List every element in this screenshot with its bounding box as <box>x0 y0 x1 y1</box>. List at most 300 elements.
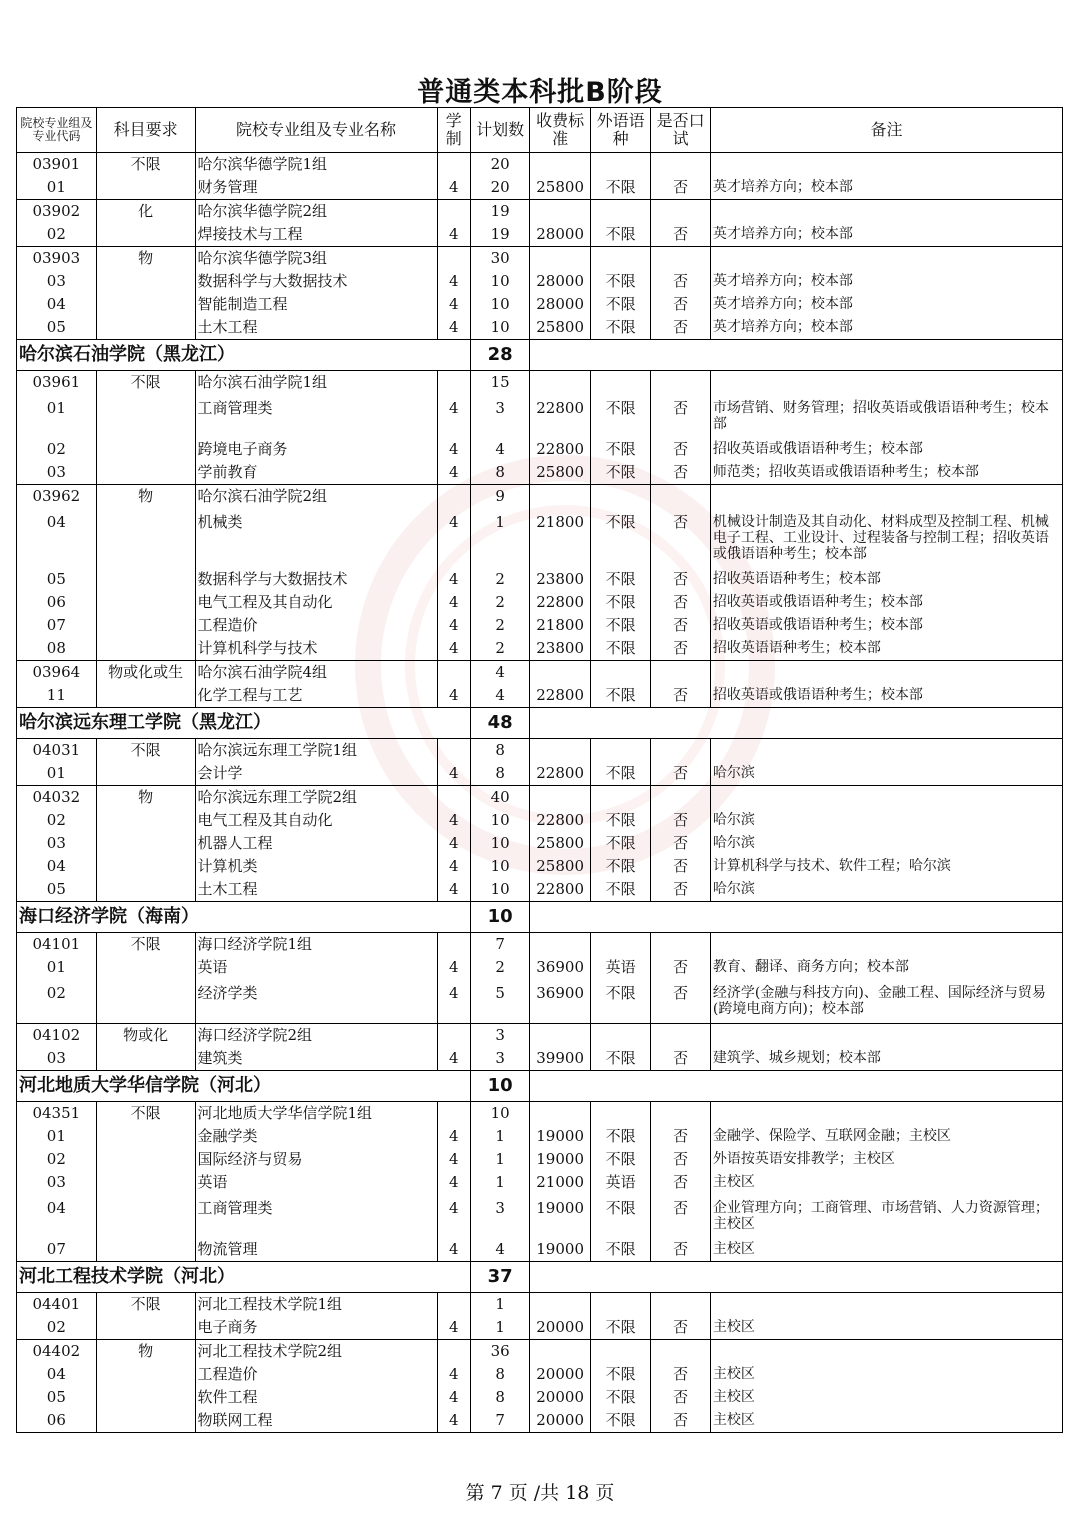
school-empty <box>530 708 1063 739</box>
plan-cell: 20 <box>470 176 530 200</box>
name-cell: 电气工程及其自动化 <box>195 809 437 832</box>
fee-cell <box>530 661 591 685</box>
code-cell: 04 <box>17 855 97 878</box>
code-cell: 03961 <box>17 371 97 395</box>
code-cell: 03 <box>17 1171 97 1194</box>
note-cell: 主校区 <box>710 1409 1062 1433</box>
code-cell: 03 <box>17 270 97 293</box>
major-row <box>17 878 1063 902</box>
name-cell: 物联网工程 <box>195 1409 437 1433</box>
note-cell <box>710 200 1062 224</box>
oral-cell <box>651 1102 711 1126</box>
years-cell: 4 <box>437 684 470 708</box>
subject-cell <box>96 614 195 637</box>
note-cell: 招收英语语种考生；校本部 <box>710 637 1062 661</box>
years-cell: 4 <box>437 832 470 855</box>
note-cell: 机械设计制造及其自动化、材料成型及控制工程、机械电子工程、工业设计、过程装备与控制工程；招收英语或俄语语种考生；校本部 <box>710 508 1062 568</box>
name-cell: 智能制造工程 <box>195 293 437 316</box>
code-cell: 04 <box>17 1363 97 1386</box>
plan-cell: 10 <box>470 832 530 855</box>
note-cell: 主校区 <box>710 1171 1062 1194</box>
lang-cell: 不限 <box>590 1148 651 1171</box>
school-row <box>17 902 1063 933</box>
years-cell: 4 <box>437 956 470 979</box>
school-spacer <box>437 1262 470 1293</box>
plan-cell: 15 <box>470 371 530 395</box>
years-cell: 4 <box>437 270 470 293</box>
plan-cell: 1 <box>470 1316 530 1340</box>
major-row <box>17 316 1063 340</box>
oral-cell <box>651 371 711 395</box>
subject-cell <box>96 394 195 438</box>
note-cell: 主校区 <box>710 1238 1062 1262</box>
major-row <box>17 1171 1063 1194</box>
years-cell: 4 <box>437 461 470 485</box>
fee-cell <box>530 933 591 957</box>
name-cell: 工程造价 <box>195 614 437 637</box>
note-cell: 招收英语或俄语语种考生；校本部 <box>710 438 1062 461</box>
header-note: 备注 <box>710 108 1062 153</box>
name-cell: 跨境电子商务 <box>195 438 437 461</box>
school-name: 海口经济学院（海南） <box>17 902 438 933</box>
school-plan-total: 28 <box>470 340 530 371</box>
fee-cell: 25800 <box>530 832 591 855</box>
code-cell: 05 <box>17 1386 97 1409</box>
years-cell: 4 <box>437 855 470 878</box>
years-cell: 4 <box>437 293 470 316</box>
name-cell: 学前教育 <box>195 461 437 485</box>
years-cell: 4 <box>437 1238 470 1262</box>
header-plan: 计划数 <box>470 108 530 153</box>
subject-cell: 不限 <box>96 1293 195 1317</box>
oral-cell: 否 <box>651 956 711 979</box>
plan-cell: 9 <box>470 485 530 509</box>
group-row <box>17 1340 1063 1364</box>
lang-cell: 不限 <box>590 316 651 340</box>
lang-cell <box>590 739 651 763</box>
subject-cell: 化 <box>96 200 195 224</box>
code-cell: 04 <box>17 1194 97 1238</box>
note-cell: 英才培养方向；校本部 <box>710 293 1062 316</box>
subject-cell: 物 <box>96 786 195 810</box>
plan-cell: 8 <box>470 1386 530 1409</box>
plan-cell: 4 <box>470 438 530 461</box>
subject-cell <box>96 1363 195 1386</box>
major-row <box>17 1386 1063 1409</box>
note-cell <box>710 1340 1062 1364</box>
code-cell: 06 <box>17 591 97 614</box>
school-row <box>17 1071 1063 1102</box>
subject-cell: 不限 <box>96 1102 195 1126</box>
lang-cell: 不限 <box>590 438 651 461</box>
lang-cell: 不限 <box>590 878 651 902</box>
group-row <box>17 371 1063 395</box>
years-cell <box>437 1102 470 1126</box>
lang-cell <box>590 786 651 810</box>
years-cell <box>437 371 470 395</box>
major-row <box>17 394 1063 438</box>
code-cell: 02 <box>17 1148 97 1171</box>
note-cell <box>710 786 1062 810</box>
group-row <box>17 661 1063 685</box>
name-cell: 工程造价 <box>195 1363 437 1386</box>
group-row <box>17 739 1063 763</box>
note-cell: 哈尔滨 <box>710 832 1062 855</box>
name-cell: 哈尔滨远东理工学院1组 <box>195 739 437 763</box>
school-plan-total: 10 <box>470 1071 530 1102</box>
note-cell: 哈尔滨 <box>710 809 1062 832</box>
years-cell: 4 <box>437 979 470 1024</box>
oral-cell: 否 <box>651 809 711 832</box>
years-cell: 4 <box>437 1386 470 1409</box>
years-cell <box>437 1024 470 1048</box>
page-footer: 第 7 页 /共 18 页 <box>465 1482 615 1504</box>
lang-cell <box>590 371 651 395</box>
major-row <box>17 591 1063 614</box>
subject-cell <box>96 316 195 340</box>
plan-cell: 7 <box>470 1409 530 1433</box>
oral-cell: 否 <box>651 1194 711 1238</box>
oral-cell: 否 <box>651 1363 711 1386</box>
name-cell: 物流管理 <box>195 1238 437 1262</box>
code-cell: 03902 <box>17 200 97 224</box>
fee-cell: 20000 <box>530 1316 591 1340</box>
code-cell: 03 <box>17 832 97 855</box>
note-cell: 哈尔滨 <box>710 878 1062 902</box>
lang-cell: 不限 <box>590 1194 651 1238</box>
plan-cell: 1 <box>470 1148 530 1171</box>
fee-cell: 20000 <box>530 1409 591 1433</box>
table-body <box>17 153 1063 1433</box>
oral-cell: 否 <box>651 878 711 902</box>
name-cell: 哈尔滨华德学院1组 <box>195 153 437 177</box>
code-cell: 04031 <box>17 739 97 763</box>
subject-cell <box>96 878 195 902</box>
subject-cell <box>96 508 195 568</box>
note-cell: 招收英语或俄语语种考生；校本部 <box>710 614 1062 637</box>
note-cell <box>710 153 1062 177</box>
name-cell: 建筑类 <box>195 1047 437 1071</box>
header-subject: 科目要求 <box>96 108 195 153</box>
lang-cell: 不限 <box>590 1386 651 1409</box>
fee-cell <box>530 1340 591 1364</box>
name-cell: 电气工程及其自动化 <box>195 591 437 614</box>
subject-cell <box>96 809 195 832</box>
note-cell <box>710 247 1062 271</box>
note-cell <box>710 739 1062 763</box>
note-cell: 外语按英语安排教学；主校区 <box>710 1148 1062 1171</box>
name-cell: 焊接技术与工程 <box>195 223 437 247</box>
school-empty <box>530 1071 1063 1102</box>
years-cell: 4 <box>437 508 470 568</box>
oral-cell: 否 <box>651 568 711 591</box>
subject-cell <box>96 1047 195 1071</box>
fee-cell: 20000 <box>530 1363 591 1386</box>
fee-cell <box>530 739 591 763</box>
school-spacer <box>437 1071 470 1102</box>
note-cell: 英才培养方向；校本部 <box>710 223 1062 247</box>
plan-cell: 2 <box>470 591 530 614</box>
note-cell: 英才培养方向；校本部 <box>710 316 1062 340</box>
note-cell <box>710 661 1062 685</box>
plan-cell: 8 <box>470 1363 530 1386</box>
name-cell: 金融学类 <box>195 1125 437 1148</box>
name-cell: 英语 <box>195 956 437 979</box>
lang-cell: 不限 <box>590 293 651 316</box>
years-cell: 4 <box>437 438 470 461</box>
lang-cell: 不限 <box>590 979 651 1024</box>
fee-cell: 19000 <box>530 1238 591 1262</box>
name-cell: 土木工程 <box>195 878 437 902</box>
name-cell: 数据科学与大数据技术 <box>195 568 437 591</box>
plan-cell: 2 <box>470 956 530 979</box>
plan-cell: 10 <box>470 855 530 878</box>
note-cell: 计算机科学与技术、软件工程；哈尔滨 <box>710 855 1062 878</box>
oral-cell: 否 <box>651 1148 711 1171</box>
fee-cell: 22800 <box>530 878 591 902</box>
plan-cell: 5 <box>470 979 530 1024</box>
header-name: 院校专业组及专业名称 <box>195 108 437 153</box>
code-cell: 02 <box>17 438 97 461</box>
plan-cell: 2 <box>470 614 530 637</box>
code-cell: 01 <box>17 956 97 979</box>
lang-cell: 不限 <box>590 568 651 591</box>
group-row <box>17 1293 1063 1317</box>
subject-cell <box>96 1409 195 1433</box>
header-fee: 收费标准 <box>530 108 591 153</box>
name-cell: 海口经济学院1组 <box>195 933 437 957</box>
header-code: 院校专业组及专业代码 <box>17 108 97 153</box>
fee-cell: 19000 <box>530 1148 591 1171</box>
code-cell: 08 <box>17 637 97 661</box>
school-name: 哈尔滨远东理工学院（黑龙江） <box>17 708 438 739</box>
code-cell: 02 <box>17 809 97 832</box>
major-row <box>17 1409 1063 1433</box>
group-row <box>17 200 1063 224</box>
header-years: 学制 <box>437 108 470 153</box>
school-name: 哈尔滨石油学院（黑龙江） <box>17 340 438 371</box>
fee-cell: 22800 <box>530 684 591 708</box>
name-cell: 数据科学与大数据技术 <box>195 270 437 293</box>
school-row <box>17 1262 1063 1293</box>
fee-cell: 21000 <box>530 1171 591 1194</box>
years-cell: 4 <box>437 637 470 661</box>
oral-cell: 否 <box>651 1047 711 1071</box>
fee-cell <box>530 153 591 177</box>
lang-cell: 不限 <box>590 809 651 832</box>
plan-cell: 4 <box>470 684 530 708</box>
code-cell: 01 <box>17 762 97 786</box>
subject-cell <box>96 762 195 786</box>
plan-cell: 8 <box>470 739 530 763</box>
code-cell: 03 <box>17 1047 97 1071</box>
major-row <box>17 637 1063 661</box>
fee-cell: 39900 <box>530 1047 591 1071</box>
code-cell: 01 <box>17 1125 97 1148</box>
school-spacer <box>437 708 470 739</box>
fee-cell: 19000 <box>530 1125 591 1148</box>
page-title: 普通类本科批B阶段 <box>417 77 663 108</box>
lang-cell <box>590 485 651 509</box>
oral-cell: 否 <box>651 438 711 461</box>
plan-cell: 4 <box>470 1238 530 1262</box>
plan-cell: 3 <box>470 1194 530 1238</box>
major-row <box>17 956 1063 979</box>
oral-cell: 否 <box>651 1409 711 1433</box>
school-row <box>17 708 1063 739</box>
years-cell <box>437 739 470 763</box>
name-cell: 国际经济与贸易 <box>195 1148 437 1171</box>
code-cell: 05 <box>17 316 97 340</box>
lang-cell: 不限 <box>590 394 651 438</box>
note-cell <box>710 1293 1062 1317</box>
note-cell: 哈尔滨 <box>710 762 1062 786</box>
code-cell: 04102 <box>17 1024 97 1048</box>
years-cell <box>437 200 470 224</box>
name-cell: 哈尔滨华德学院2组 <box>195 200 437 224</box>
lang-cell <box>590 1340 651 1364</box>
name-cell: 土木工程 <box>195 316 437 340</box>
name-cell: 化学工程与工艺 <box>195 684 437 708</box>
lang-cell: 不限 <box>590 1409 651 1433</box>
school-empty <box>530 902 1063 933</box>
years-cell <box>437 247 470 271</box>
subject-cell <box>96 176 195 200</box>
code-cell: 01 <box>17 394 97 438</box>
major-row <box>17 979 1063 1024</box>
code-cell: 04 <box>17 293 97 316</box>
note-cell: 主校区 <box>710 1363 1062 1386</box>
note-cell: 招收英语或俄语语种考生；校本部 <box>710 591 1062 614</box>
fee-cell: 19000 <box>530 1194 591 1238</box>
name-cell: 哈尔滨华德学院3组 <box>195 247 437 271</box>
plan-cell: 10 <box>470 270 530 293</box>
name-cell: 电子商务 <box>195 1316 437 1340</box>
plan-cell: 36 <box>470 1340 530 1364</box>
code-cell: 06 <box>17 1409 97 1433</box>
plan-cell: 1 <box>470 1171 530 1194</box>
name-cell: 计算机科学与技术 <box>195 637 437 661</box>
subject-cell: 不限 <box>96 371 195 395</box>
lang-cell: 不限 <box>590 508 651 568</box>
fee-cell: 36900 <box>530 956 591 979</box>
code-cell: 05 <box>17 878 97 902</box>
lang-cell: 不限 <box>590 461 651 485</box>
name-cell: 经济学类 <box>195 979 437 1024</box>
code-cell: 02 <box>17 223 97 247</box>
note-cell: 招收英语或俄语语种考生；校本部 <box>710 684 1062 708</box>
major-row <box>17 832 1063 855</box>
subject-cell <box>96 1316 195 1340</box>
subject-cell <box>96 1194 195 1238</box>
header-oral: 是否口试 <box>651 108 711 153</box>
code-cell: 04402 <box>17 1340 97 1364</box>
code-cell: 07 <box>17 1238 97 1262</box>
group-row <box>17 485 1063 509</box>
years-cell: 4 <box>437 878 470 902</box>
lang-cell: 不限 <box>590 614 651 637</box>
code-cell: 01 <box>17 176 97 200</box>
plan-cell: 10 <box>470 809 530 832</box>
table-header-row <box>17 108 1063 153</box>
lang-cell: 不限 <box>590 762 651 786</box>
fee-cell <box>530 1102 591 1126</box>
note-cell: 英才培养方向；校本部 <box>710 270 1062 293</box>
major-row <box>17 1125 1063 1148</box>
fee-cell: 25800 <box>530 855 591 878</box>
fee-cell: 20000 <box>530 1386 591 1409</box>
lang-cell: 不限 <box>590 1125 651 1148</box>
fee-cell: 28000 <box>530 223 591 247</box>
header-lang: 外语语种 <box>590 108 651 153</box>
oral-cell: 否 <box>651 591 711 614</box>
lang-cell: 不限 <box>590 855 651 878</box>
name-cell: 英语 <box>195 1171 437 1194</box>
years-cell: 4 <box>437 1047 470 1071</box>
fee-cell <box>530 200 591 224</box>
code-cell: 02 <box>17 1316 97 1340</box>
subject-cell <box>96 979 195 1024</box>
major-row <box>17 270 1063 293</box>
major-row <box>17 1316 1063 1340</box>
years-cell <box>437 153 470 177</box>
code-cell: 04351 <box>17 1102 97 1126</box>
school-plan-total: 10 <box>470 902 530 933</box>
name-cell: 河北工程技术学院2组 <box>195 1340 437 1364</box>
code-cell: 04101 <box>17 933 97 957</box>
oral-cell: 否 <box>651 832 711 855</box>
major-row <box>17 223 1063 247</box>
plan-cell: 7 <box>470 933 530 957</box>
name-cell: 软件工程 <box>195 1386 437 1409</box>
plan-cell: 1 <box>470 1125 530 1148</box>
years-cell: 4 <box>437 316 470 340</box>
oral-cell: 否 <box>651 176 711 200</box>
years-cell: 4 <box>437 1363 470 1386</box>
code-cell: 03962 <box>17 485 97 509</box>
note-cell: 主校区 <box>710 1316 1062 1340</box>
name-cell: 哈尔滨石油学院4组 <box>195 661 437 685</box>
subject-cell <box>96 438 195 461</box>
code-cell: 05 <box>17 568 97 591</box>
plan-cell: 2 <box>470 637 530 661</box>
name-cell: 河北工程技术学院1组 <box>195 1293 437 1317</box>
oral-cell: 否 <box>651 316 711 340</box>
oral-cell: 否 <box>651 270 711 293</box>
plan-cell: 10 <box>470 1102 530 1126</box>
fee-cell: 25800 <box>530 316 591 340</box>
name-cell: 河北地质大学华信学院1组 <box>195 1102 437 1126</box>
school-spacer <box>437 902 470 933</box>
fee-cell: 28000 <box>530 270 591 293</box>
admission-plan-table <box>16 107 1063 1433</box>
oral-cell <box>651 1024 711 1048</box>
subject-cell: 物 <box>96 247 195 271</box>
school-name: 河北地质大学华信学院（河北） <box>17 1071 438 1102</box>
lang-cell: 不限 <box>590 270 651 293</box>
major-row <box>17 508 1063 568</box>
oral-cell: 否 <box>651 684 711 708</box>
oral-cell <box>651 247 711 271</box>
subject-cell <box>96 293 195 316</box>
note-cell: 建筑学、城乡规划；校本部 <box>710 1047 1062 1071</box>
years-cell: 4 <box>437 591 470 614</box>
major-row <box>17 762 1063 786</box>
major-row <box>17 293 1063 316</box>
note-cell <box>710 485 1062 509</box>
major-row <box>17 176 1063 200</box>
lang-cell: 不限 <box>590 832 651 855</box>
